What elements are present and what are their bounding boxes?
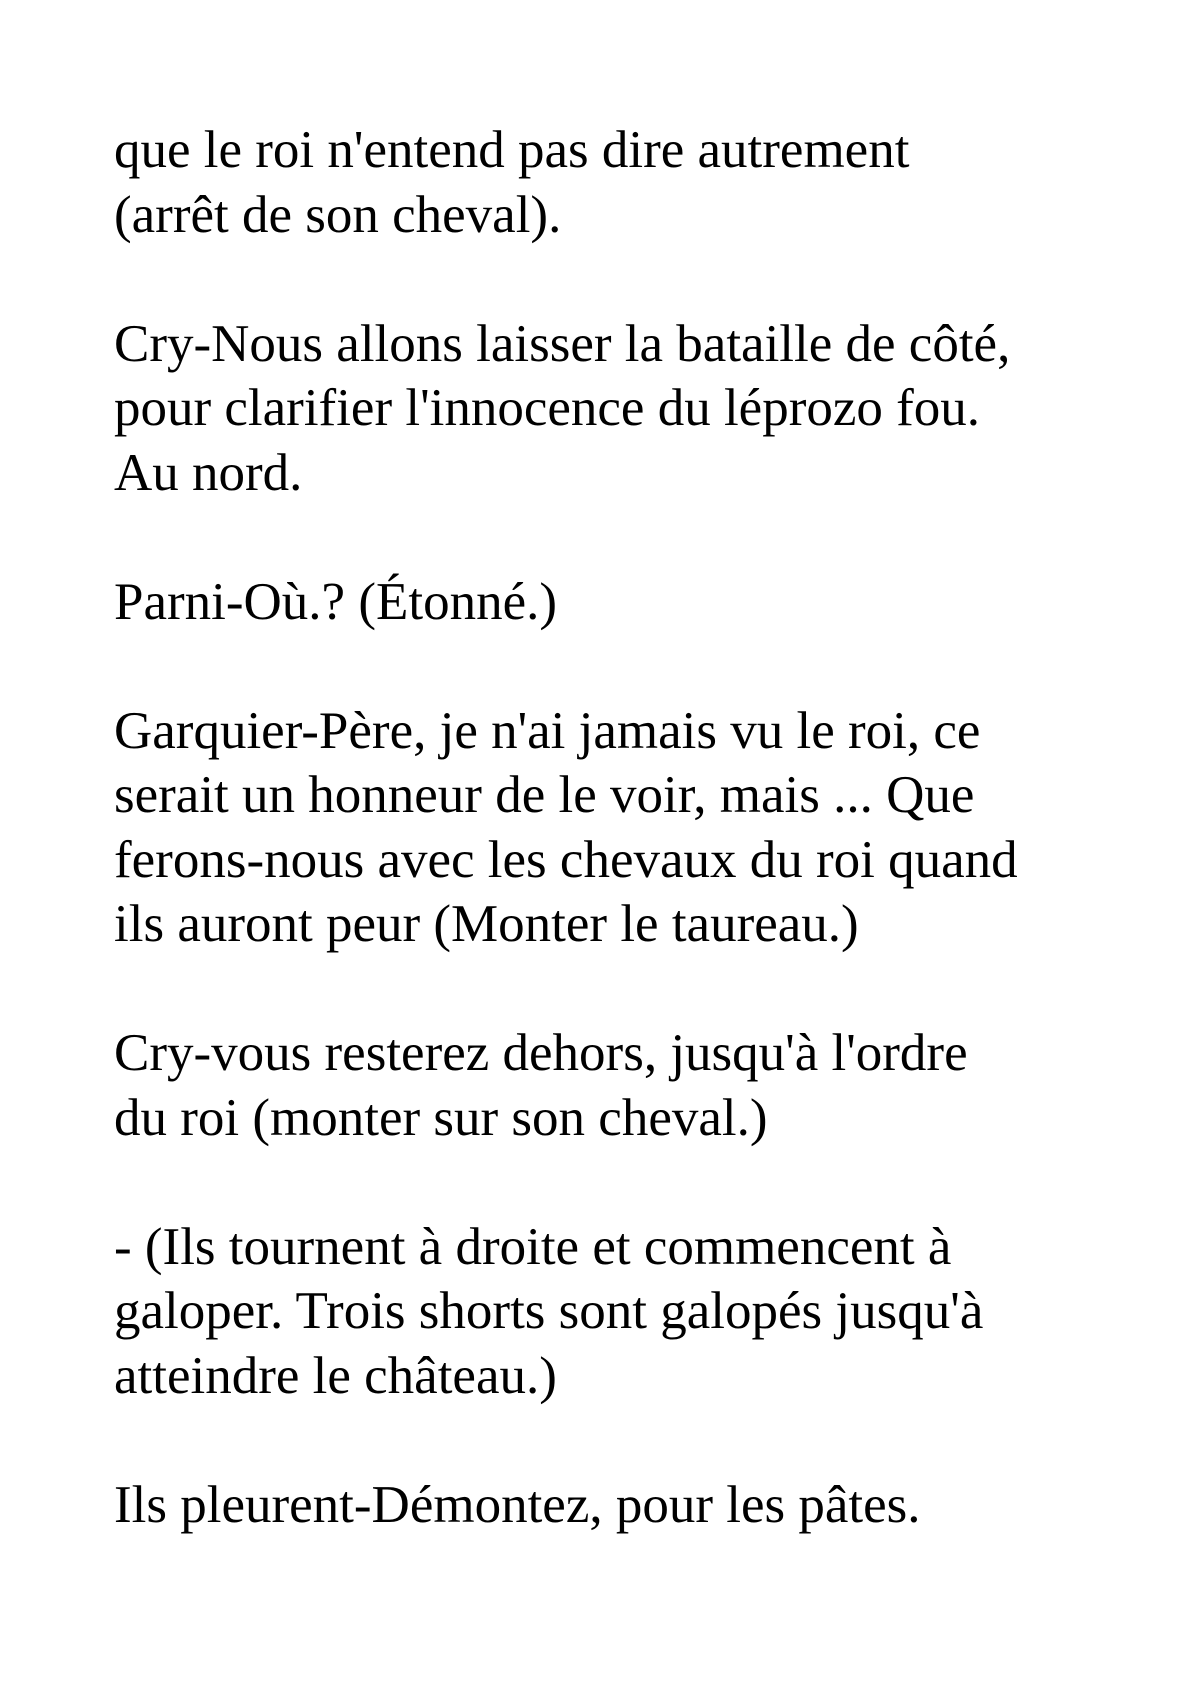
text-line: du roi (monter sur son cheval.): [114, 1088, 768, 1147]
text-line: pour clarifier l'innocence du léprozo fou.: [114, 379, 981, 437]
paragraph-6: [114, 1215, 1114, 1409]
text-line: que le roi n'entend pas dire autrement: [114, 121, 910, 179]
document-page: [114, 118, 1114, 1602]
paragraph-7: [114, 1473, 1114, 1538]
text-line: Cry-vous resterez dehors, jusqu'à l'ordre: [114, 1024, 968, 1082]
paragraph-4: [114, 699, 1114, 957]
text-line: ferons-nous avec les chevaux du roi quand: [114, 830, 1018, 889]
text-line: Ils pleurent-Démontez, pour les pâtes.: [114, 1475, 921, 1534]
text-line: Garquier-Père, je n'ai jamais vu le roi, ce: [114, 701, 981, 760]
text-line: serait un honneur de le voir, mais ... Que: [114, 766, 975, 824]
text-line: - (Ils tournent à droite et commencent à: [114, 1217, 952, 1276]
paragraph-3: [114, 570, 1114, 635]
paragraph-2: [114, 312, 1114, 506]
text-line: Au nord.: [114, 443, 303, 502]
text-line: galoper. Trois shorts sont galopés jusqu'à: [114, 1282, 984, 1340]
text-line: Cry-Nous allons laisser la bataille de côté,: [114, 314, 1011, 373]
text-line: ils auront peur (Monter le taureau.): [114, 895, 859, 953]
paragraph-5: [114, 1021, 1114, 1150]
text-line: (arrêt de son cheval).: [114, 185, 562, 244]
text-line: Parni-Où.? (Étonné.): [114, 572, 557, 631]
text-line: atteindre le château.): [114, 1346, 557, 1405]
paragraph-1: [114, 118, 1114, 247]
